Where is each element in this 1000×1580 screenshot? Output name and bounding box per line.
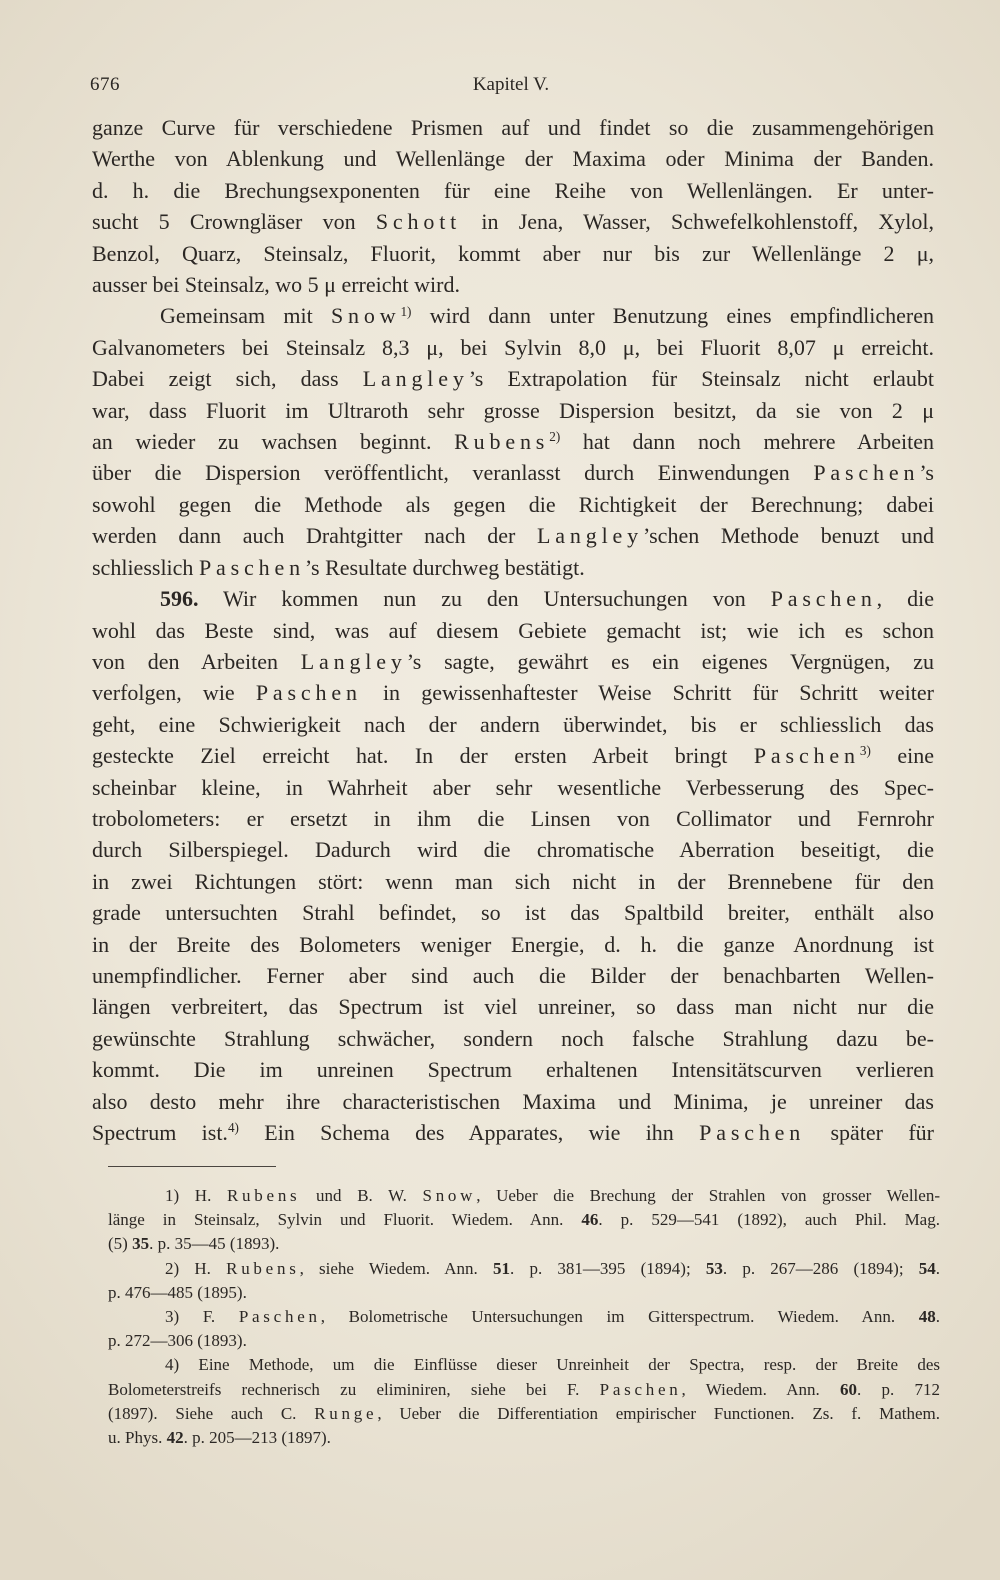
text-run: über die Dispersion veröffentlicht, veranlasst durch Einwendungen (92, 460, 814, 486)
spaced-name: Paschen (255, 680, 362, 706)
text-run: wird dann unter Benutzung eines empfindlicheren (411, 303, 934, 329)
text-line (92, 300, 934, 331)
text-run: und B. W. (300, 1186, 423, 1205)
text-run: . p. 267—286 (1894); (722, 1258, 919, 1278)
text-run: an wieder zu wachsen beginnt. (92, 429, 455, 455)
text-run: . p. 529—541 (1892), auch Phil. Mag. (598, 1210, 940, 1230)
text-run: u. Phys. (108, 1428, 167, 1448)
text-run: ganze Curve für verschiedene Prismen auf und findet so die zusammengehörigen (92, 115, 934, 140)
text-run: 3) F. (165, 1307, 239, 1327)
footnote-line (108, 1257, 940, 1281)
spaced-name: Langley (537, 523, 643, 549)
text-run: schliesslich (92, 554, 199, 580)
text-run: Dabei zeigt sich, dass (92, 366, 363, 392)
text-run: , Ueber die Differentiation empirischer Functionen. Zs. f. Mathem. (377, 1403, 940, 1423)
running-header (90, 70, 932, 100)
text-line (92, 1054, 934, 1085)
footnote-line (108, 1208, 940, 1232)
footnote-line (108, 1329, 940, 1353)
text-line (92, 206, 934, 237)
footnotes (108, 1184, 940, 1450)
spaced-name: Paschen (699, 1120, 806, 1145)
text-line (92, 897, 934, 928)
footnote (108, 1184, 940, 1257)
text-run: ’s Resultate durchweg bestätigt. (304, 554, 585, 580)
text-line (92, 1023, 934, 1054)
spaced-name: Snow (330, 303, 401, 329)
text-line (92, 112, 934, 143)
text-run: (5) (108, 1234, 133, 1254)
footnote-line (108, 1184, 940, 1208)
text-line (92, 269, 934, 300)
text-run: war, dass Fluorit im Ultraroth sehr grosse Dispersion besitzt, da sie von 2 μ (92, 397, 934, 423)
text-run: Gemeinsam mit (160, 303, 331, 329)
spaced-name: Rubens (454, 429, 550, 455)
text-line (92, 332, 934, 363)
text-run: werden dann auch Drahtgitter nach der (92, 523, 538, 549)
text-line (92, 426, 934, 457)
text-run: . p. 35—45 (1893). (149, 1234, 280, 1254)
paragraph (92, 112, 934, 300)
text-run: also desto mehr ihre characteristischen Maxima und Minima, je unreiner das (92, 1088, 934, 1114)
text-run: eine (870, 743, 934, 769)
text-line (92, 1086, 934, 1117)
footnote-ref: 4) (227, 1120, 239, 1136)
footnote-ref: 3) (859, 743, 871, 759)
text-run: hat dann noch mehrere Arbeiten (560, 429, 934, 455)
text-run: . p. 205—213 (1897). (183, 1428, 331, 1448)
text-run: in zwei Richtungen stört: wenn man sich nicht in der Brennebene für den (92, 868, 934, 894)
text-line (92, 489, 934, 520)
text-run: . p. 712 (856, 1379, 940, 1399)
bold-number: 46 (581, 1210, 599, 1230)
footnote-line (108, 1232, 940, 1256)
spaced-name: Paschen (813, 460, 920, 486)
text-run: Galvanometers bei Steinsalz 8,3 μ, bei Sylvin 8,0 μ, bei Fluorit 8,07 μ erreicht. (92, 334, 934, 360)
text-line (92, 520, 934, 551)
text-line (92, 395, 934, 426)
text-line (92, 834, 934, 865)
text-run: Werthe von Ablenkung und Wellenlänge der Maxima oder Minima der Banden. (92, 146, 934, 172)
spaced-name: Paschen (198, 554, 305, 580)
text-run: unempfindlicher. Ferner aber sind auch die Bilder der benachbarten Wellen- (92, 962, 934, 988)
text-line (92, 238, 934, 269)
footnote-ref: 1) (400, 303, 412, 319)
text-run: ’s sagte, gewährt es ein eigenes Vergnügen, zu (406, 648, 934, 674)
bold-number: 60 (839, 1379, 857, 1399)
footnote-line (108, 1305, 940, 1329)
spaced-name: Snow (422, 1186, 477, 1205)
bold-number: 51 (493, 1258, 510, 1278)
text-line (92, 929, 934, 960)
footnote (108, 1305, 940, 1353)
text-line (92, 175, 934, 206)
text-run: , Ueber die Brechung der Strahlen von grosser Wellen- (476, 1186, 940, 1205)
text-run: , Bolometrische Untersuchungen im Gitterspectrum. Wiedem. Ann. (320, 1307, 919, 1327)
bold-number: 596. (160, 586, 199, 612)
text-run: grade untersuchten Strahl befindet, so ist das Spaltbild breiter, enthält also (92, 900, 934, 926)
text-line (92, 615, 934, 646)
spaced-name: Langley (362, 366, 469, 392)
text-run: scheinbar kleine, in Wahrheit aber sehr wesentliche Verbesserung des Spec- (92, 774, 934, 800)
text-run: ’schen Methode benuzt und (643, 523, 934, 549)
text-line (92, 740, 934, 771)
spaced-name: Paschen (599, 1379, 682, 1399)
text-run: (1897). Siehe auch C. (108, 1403, 315, 1423)
text-run: Spectrum ist. (92, 1120, 228, 1145)
text-run: , siehe Wiedem. Ann. (299, 1258, 493, 1278)
text-line (92, 552, 934, 583)
text-run: sucht 5 Crowngläser von (92, 209, 376, 235)
text-run: . p. 381—395 (1894); (510, 1258, 706, 1278)
text-line (92, 143, 934, 174)
running-title: Kapitel V. (472, 74, 550, 95)
footnote (108, 1353, 940, 1450)
spaced-name: Paschen (770, 586, 877, 612)
text-run: länge in Steinsalz, Sylvin und Fluorit. Wiedem. Ann. (108, 1210, 582, 1230)
spaced-name: Paschen (238, 1307, 321, 1327)
spaced-name: Paschen (753, 743, 860, 769)
text-run: ausser bei Steinsalz, wo 5 μ erreicht wird. (92, 272, 460, 298)
page-number: 676 (90, 74, 120, 95)
text-run: längen verbreitert, das Spectrum ist viel unreiner, so dass man nicht nur die (92, 994, 934, 1020)
body-text (92, 112, 934, 1148)
text-line (92, 803, 934, 834)
text-run: p. 476—485 (1895). (108, 1282, 247, 1302)
footnote-line (108, 1402, 940, 1426)
text-run: , Wiedem. Ann. (681, 1379, 840, 1399)
text-line (92, 363, 934, 394)
text-run: gesteckte Ziel erreicht hat. In der ersten Arbeit bringt (92, 743, 754, 769)
text-run: durch Silberspiegel. Dadurch wird die chromatische Aberration beseitigt, die (92, 837, 934, 863)
text-run: später für (805, 1120, 934, 1145)
text-line (92, 866, 934, 897)
text-line (92, 646, 934, 677)
text-run: , die (876, 586, 934, 612)
text-run: Ein Schema des Apparates, wie ihn (238, 1120, 700, 1145)
text-line (92, 709, 934, 740)
text-run: in Jena, Wasser, Schwefelkohlenstoff, Xylol, (461, 209, 934, 235)
text-run: ’s (919, 460, 934, 486)
text-run: in der Breite des Bolometers weniger Energie, d. h. die ganze Anordnung ist (92, 931, 934, 957)
spaced-name: Runge (314, 1403, 378, 1423)
text-run: p. 272—306 (1893). (108, 1331, 247, 1351)
spaced-name: Schott (375, 209, 462, 235)
text-run: d. h. die Brechungsexponenten für eine Reihe von Wellenlängen. Er unter- (92, 177, 934, 203)
text-line (92, 457, 934, 488)
text-run: gewünschte Strahlung schwächer, sondern noch falsche Strahlung dazu be- (92, 1025, 934, 1051)
bold-number: 54 (918, 1258, 936, 1278)
spaced-name: Rubens (226, 1258, 300, 1278)
paragraph (92, 583, 934, 1148)
footnote-line (108, 1281, 940, 1305)
text-run: von den Arbeiten (92, 648, 301, 674)
bold-number: 53 (705, 1258, 723, 1278)
spaced-name: Rubens (226, 1186, 301, 1205)
text-run: kommt. Die im unreinen Spectrum erhaltenen Intensitätscurven verlieren (92, 1057, 934, 1083)
footnote (108, 1257, 940, 1305)
paragraph (92, 300, 934, 583)
bold-number: 42 (166, 1428, 184, 1448)
text-run: wohl das Beste sind, was auf diesem Gebiete gemacht ist; wie ich es schon (92, 617, 934, 643)
text-run: geht, eine Schwierigkeit nach der andern überwindet, bis er schliesslich das (92, 711, 934, 737)
text-run: ’s Extrapolation für Steinsalz nicht erlaubt (468, 366, 935, 392)
text-line (92, 583, 934, 614)
text-run: Benzol, Quarz, Steinsalz, Fluorit, kommt aber nur bis zur Wellenlänge 2 μ, (92, 240, 934, 266)
text-run: trobolometers: er ersetzt in ihm die Linsen von Collimator und Fernrohr (92, 805, 934, 831)
bold-number: 48 (918, 1307, 936, 1327)
text-line (92, 677, 934, 708)
text-run: Bolometerstreifs rechnerisch zu eliminiren, siehe bei F. (108, 1379, 600, 1399)
footnote-line (108, 1353, 940, 1377)
text-run: verfolgen, wie (92, 680, 256, 706)
footnote-rule (108, 1166, 276, 1167)
text-run: . (935, 1258, 940, 1278)
bold-number: 35 (132, 1234, 150, 1254)
text-run: in gewissenhaftester Weise Schritt für Schritt weiter (361, 680, 934, 706)
text-run: 2) H. (165, 1258, 227, 1278)
text-run: 4) Eine Methode, um die Einflüsse dieser Unreinheit der Spectra, resp. der Breite des (165, 1355, 940, 1375)
text-line (92, 772, 934, 803)
text-run: sowohl gegen die Methode als gegen die Richtigkeit der Berechnung; dabei (92, 491, 934, 517)
footnote-line (108, 1426, 940, 1450)
text-line (92, 1117, 934, 1148)
spaced-name: Langley (300, 648, 407, 674)
text-run: 1) H. (165, 1186, 227, 1205)
text-line (92, 991, 934, 1022)
footnote-line (108, 1378, 940, 1402)
text-run: . (935, 1307, 940, 1327)
text-line (92, 960, 934, 991)
text-run: Wir kommen nun zu den Untersuchungen von (198, 586, 771, 612)
footnote-ref: 2) (549, 429, 561, 445)
